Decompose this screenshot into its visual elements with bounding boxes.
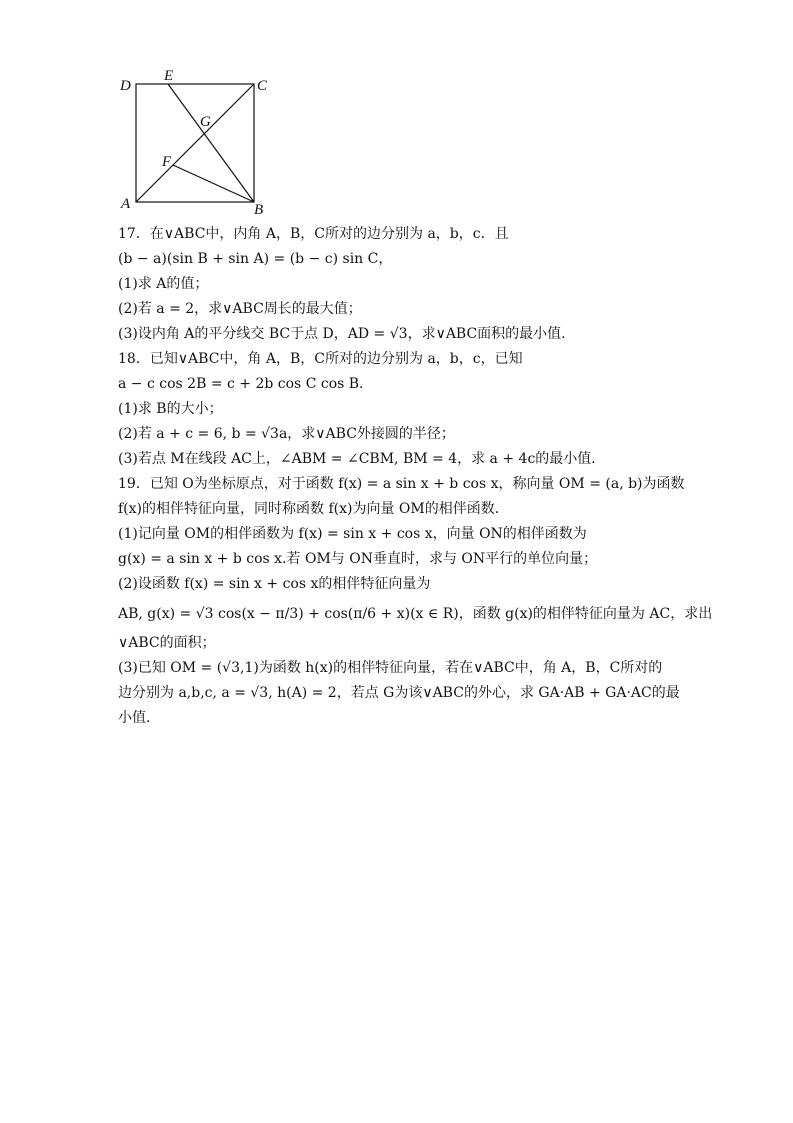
problem-18-part-2: (2)若 a + c = 6, b = √3a，求∨ABC外接圆的半径； xyxy=(118,426,455,442)
problem-19-line-2: f(x)的相伴特征向量，同时称函数 f(x)为向量 OM的相伴函数． xyxy=(118,501,509,517)
problem-18-line-2: a − c cos 2B = c + 2b cos C cos B． xyxy=(118,376,374,392)
problem-17-part-2: (2)若 a = 2，求∨ABC周长的最大值； xyxy=(118,301,362,317)
label-c: C xyxy=(257,78,268,94)
problem-17-line-1: 17．在∨ABC中，内角 A，B，C所对的边分别为 a，b，c．且 xyxy=(118,226,509,242)
label-a: A xyxy=(121,196,131,212)
segment-eb xyxy=(168,84,254,202)
label-g: G xyxy=(200,114,211,130)
label-f: F xyxy=(162,154,172,170)
problem-19-part-1a: (1)记向量 OM的相伴函数为 f(x) = sin x + cos x，向量 ON的相伴函数为 xyxy=(118,526,587,542)
problem-19-part-3a: (3)已知 OM = (√3,1)为函数 h(x)的相伴特征向量，若在∨ABC中，角 A，B，C所对的 xyxy=(118,660,663,676)
label-e: E xyxy=(164,68,174,84)
problem-19-part-3c: 小值. xyxy=(118,710,151,726)
problem-17-part-3: (3)设内角 A的平分线交 BC于点 D，AD = √3，求∨ABC面积的最小值. xyxy=(118,326,566,342)
square-figure xyxy=(118,68,278,218)
problem-19-part-3b: 边分别为 a,b,c, a = √3, h(A) = 2，若点 G为该∨ABC的外心，求 GA·AB + GA·AC的最 xyxy=(118,685,680,701)
diagonal-ac xyxy=(136,84,254,202)
problem-18-line-1: 18．已知∨ABC中，角 A，B，C所对的边分别为 a，b，c，已知 xyxy=(118,351,523,367)
square-diagram xyxy=(118,68,278,218)
problem-19-part-2a: (2)设函数 f(x) = sin x + cos x的相伴特征向量为 xyxy=(118,576,431,592)
problem-17-part-1: (1)求 A的值； xyxy=(118,276,209,292)
problem-19-part-2b: AB, g(x) = √3 cos(x − π/3) + cos(π/6 + x)(x ∈ R)，函数 g(x)的相伴特征向量为 AC，求出 xyxy=(118,606,713,622)
problem-17 xyxy=(118,222,678,347)
problem-19-part-2c: ∨ABC的面积； xyxy=(118,635,216,651)
problem-17-line-2: (b − a)(sin B + sin A) = (b − c) sin C， xyxy=(118,251,393,267)
problem-list xyxy=(118,222,713,731)
problem-19-part-1b: g(x) = a sin x + b cos x.若 OM与 ON垂直时，求与 ON平行的单位向量； xyxy=(118,551,598,567)
problem-18 xyxy=(118,347,678,472)
label-b: B xyxy=(254,202,264,218)
problem-18-part-3: (3)若点 M在线段 AC上，∠ABM = ∠CBM, BM = 4，求 a + 4c的最小值． xyxy=(118,451,606,467)
problem-19 xyxy=(118,472,713,731)
problem-19-line-1: 19．已知 O为坐标原点，对于函数 f(x) = a sin x + b cos x，称向量 OM = (a, b)为函数 xyxy=(118,476,685,492)
problem-18-part-1: (1)求 B的大小； xyxy=(118,401,223,417)
label-d: D xyxy=(120,78,131,94)
segment-fb xyxy=(173,165,254,202)
